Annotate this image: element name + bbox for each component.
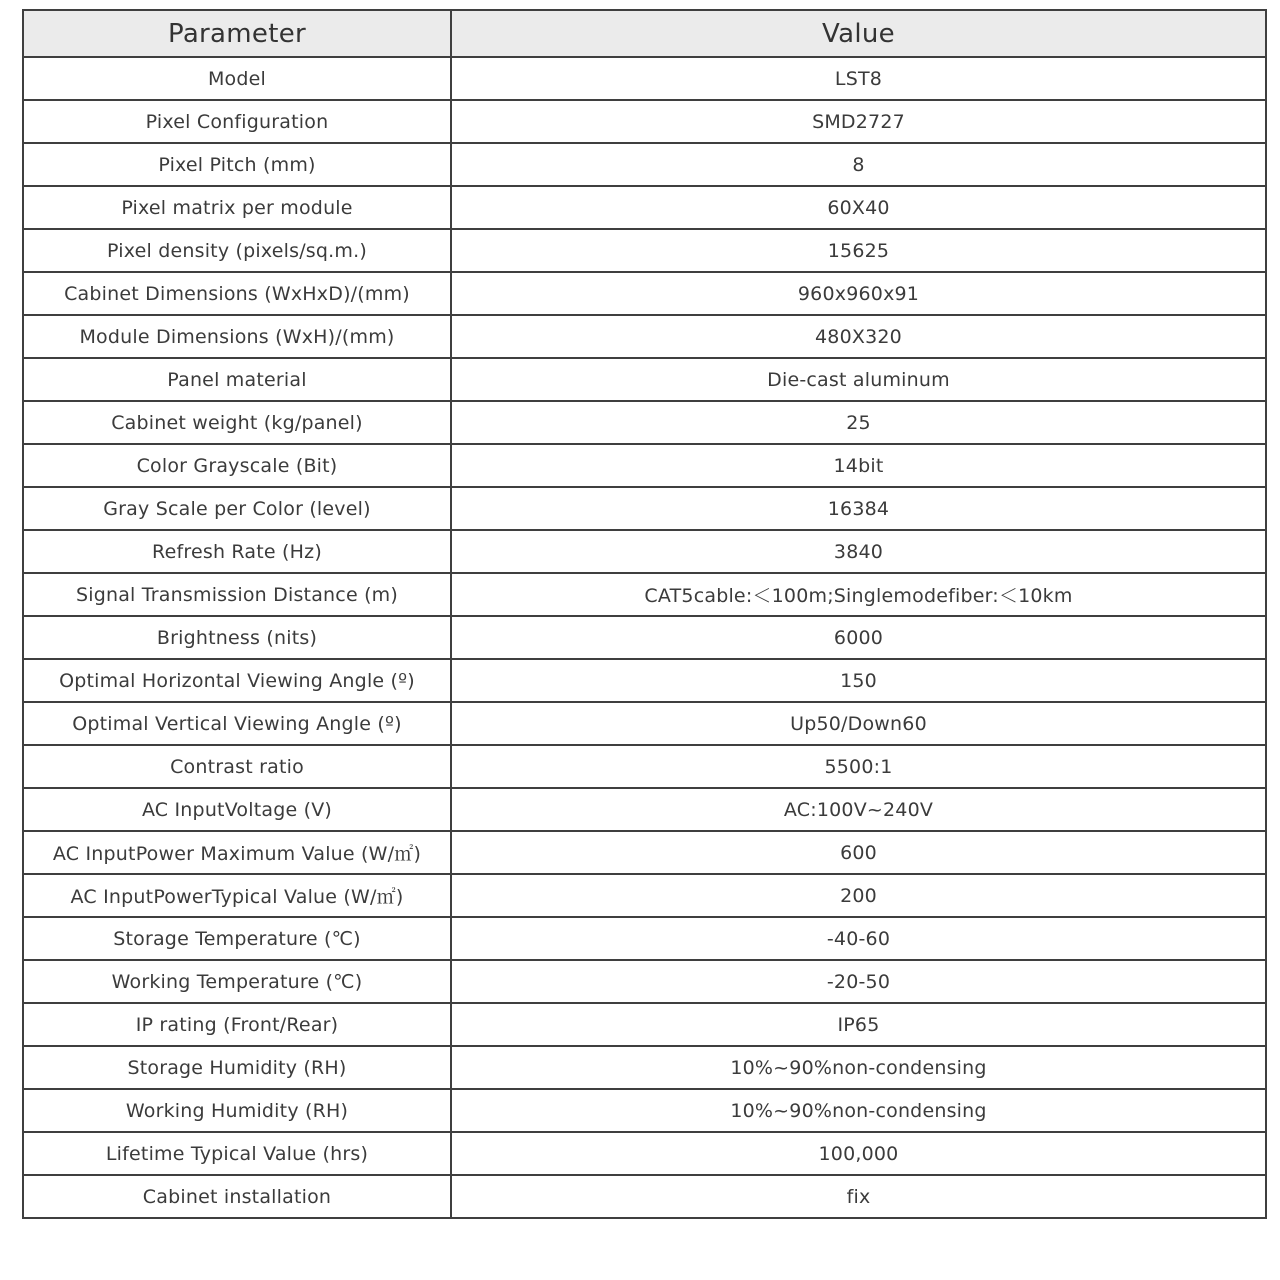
value-cell: -20-50 <box>451 960 1266 1003</box>
parameter-cell: Brightness (nits) <box>23 616 451 659</box>
spec-table <box>22 9 1267 1219</box>
value-cell: 3840 <box>451 530 1266 573</box>
value-cell: CAT5cable:＜100m;Singlemodefiber:＜10km <box>451 573 1266 616</box>
parameter-cell: AC InputVoltage (V) <box>23 788 451 831</box>
table-row <box>23 616 1266 659</box>
value-cell: IP65 <box>451 1003 1266 1046</box>
value-cell: SMD2727 <box>451 100 1266 143</box>
header-row <box>23 10 1266 57</box>
table-body <box>23 57 1266 1218</box>
header-value: Value <box>451 10 1266 57</box>
parameter-cell: Color Grayscale (Bit) <box>23 444 451 487</box>
parameter-cell: Pixel matrix per module <box>23 186 451 229</box>
table-row <box>23 401 1266 444</box>
parameter-cell: Pixel Configuration <box>23 100 451 143</box>
value-cell: -40-60 <box>451 917 1266 960</box>
table-row <box>23 487 1266 530</box>
table-row <box>23 917 1266 960</box>
table-row <box>23 229 1266 272</box>
table-row <box>23 745 1266 788</box>
parameter-cell: Lifetime Typical Value (hrs) <box>23 1132 451 1175</box>
parameter-cell: AC InputPower Maximum Value (W/㎡) <box>23 831 451 874</box>
table-row <box>23 788 1266 831</box>
parameter-cell: AC InputPowerTypical Value (W/㎡) <box>23 874 451 917</box>
parameter-cell: Module Dimensions (WxH)/(mm) <box>23 315 451 358</box>
parameter-cell: Cabinet installation <box>23 1175 451 1218</box>
parameter-cell: Pixel density (pixels/sq.m.) <box>23 229 451 272</box>
table-row <box>23 444 1266 487</box>
value-cell: LST8 <box>451 57 1266 100</box>
value-cell: 600 <box>451 831 1266 874</box>
table-row <box>23 1089 1266 1132</box>
table-row <box>23 960 1266 1003</box>
parameter-cell: Signal Transmission Distance (m) <box>23 573 451 616</box>
table-row <box>23 530 1266 573</box>
table-row <box>23 186 1266 229</box>
table-row <box>23 272 1266 315</box>
table-row <box>23 100 1266 143</box>
table-row <box>23 831 1266 874</box>
value-cell: 5500:1 <box>451 745 1266 788</box>
parameter-cell: Gray Scale per Color (level) <box>23 487 451 530</box>
table-row <box>23 659 1266 702</box>
parameter-cell: Pixel Pitch (mm) <box>23 143 451 186</box>
value-cell: 14bit <box>451 444 1266 487</box>
parameter-cell: Panel material <box>23 358 451 401</box>
table-row <box>23 1132 1266 1175</box>
value-cell: Die-cast aluminum <box>451 358 1266 401</box>
parameter-cell: Working Temperature (℃) <box>23 960 451 1003</box>
value-cell: 60X40 <box>451 186 1266 229</box>
value-cell: 8 <box>451 143 1266 186</box>
value-cell: 15625 <box>451 229 1266 272</box>
value-cell: 100,000 <box>451 1132 1266 1175</box>
parameter-cell: Refresh Rate (Hz) <box>23 530 451 573</box>
value-cell: 960x960x91 <box>451 272 1266 315</box>
table-header <box>23 10 1266 57</box>
table-row <box>23 1046 1266 1089</box>
table-row <box>23 702 1266 745</box>
value-cell: 25 <box>451 401 1266 444</box>
value-cell: 10%~90%non-condensing <box>451 1089 1266 1132</box>
table-row <box>23 358 1266 401</box>
parameter-cell: Model <box>23 57 451 100</box>
value-cell: fix <box>451 1175 1266 1218</box>
parameter-cell: Optimal Vertical Viewing Angle (º) <box>23 702 451 745</box>
value-cell: 6000 <box>451 616 1266 659</box>
value-cell: AC:100V~240V <box>451 788 1266 831</box>
value-cell: 150 <box>451 659 1266 702</box>
parameter-cell: Cabinet weight (kg/panel) <box>23 401 451 444</box>
parameter-cell: Storage Temperature (℃) <box>23 917 451 960</box>
parameter-cell: Working Humidity (RH) <box>23 1089 451 1132</box>
value-cell: 16384 <box>451 487 1266 530</box>
table-row <box>23 573 1266 616</box>
table-row <box>23 143 1266 186</box>
parameter-cell: IP rating (Front/Rear) <box>23 1003 451 1046</box>
table-row <box>23 1175 1266 1218</box>
value-cell: 480X320 <box>451 315 1266 358</box>
table-row <box>23 57 1266 100</box>
value-cell: 200 <box>451 874 1266 917</box>
table-row <box>23 874 1266 917</box>
parameter-cell: Optimal Horizontal Viewing Angle (º) <box>23 659 451 702</box>
parameter-cell: Contrast ratio <box>23 745 451 788</box>
parameter-cell: Cabinet Dimensions (WxHxD)/(mm) <box>23 272 451 315</box>
parameter-cell: Storage Humidity (RH) <box>23 1046 451 1089</box>
table-row <box>23 1003 1266 1046</box>
value-cell: 10%~90%non-condensing <box>451 1046 1266 1089</box>
header-parameter: Parameter <box>23 10 451 57</box>
table-row <box>23 315 1266 358</box>
value-cell: Up50/Down60 <box>451 702 1266 745</box>
